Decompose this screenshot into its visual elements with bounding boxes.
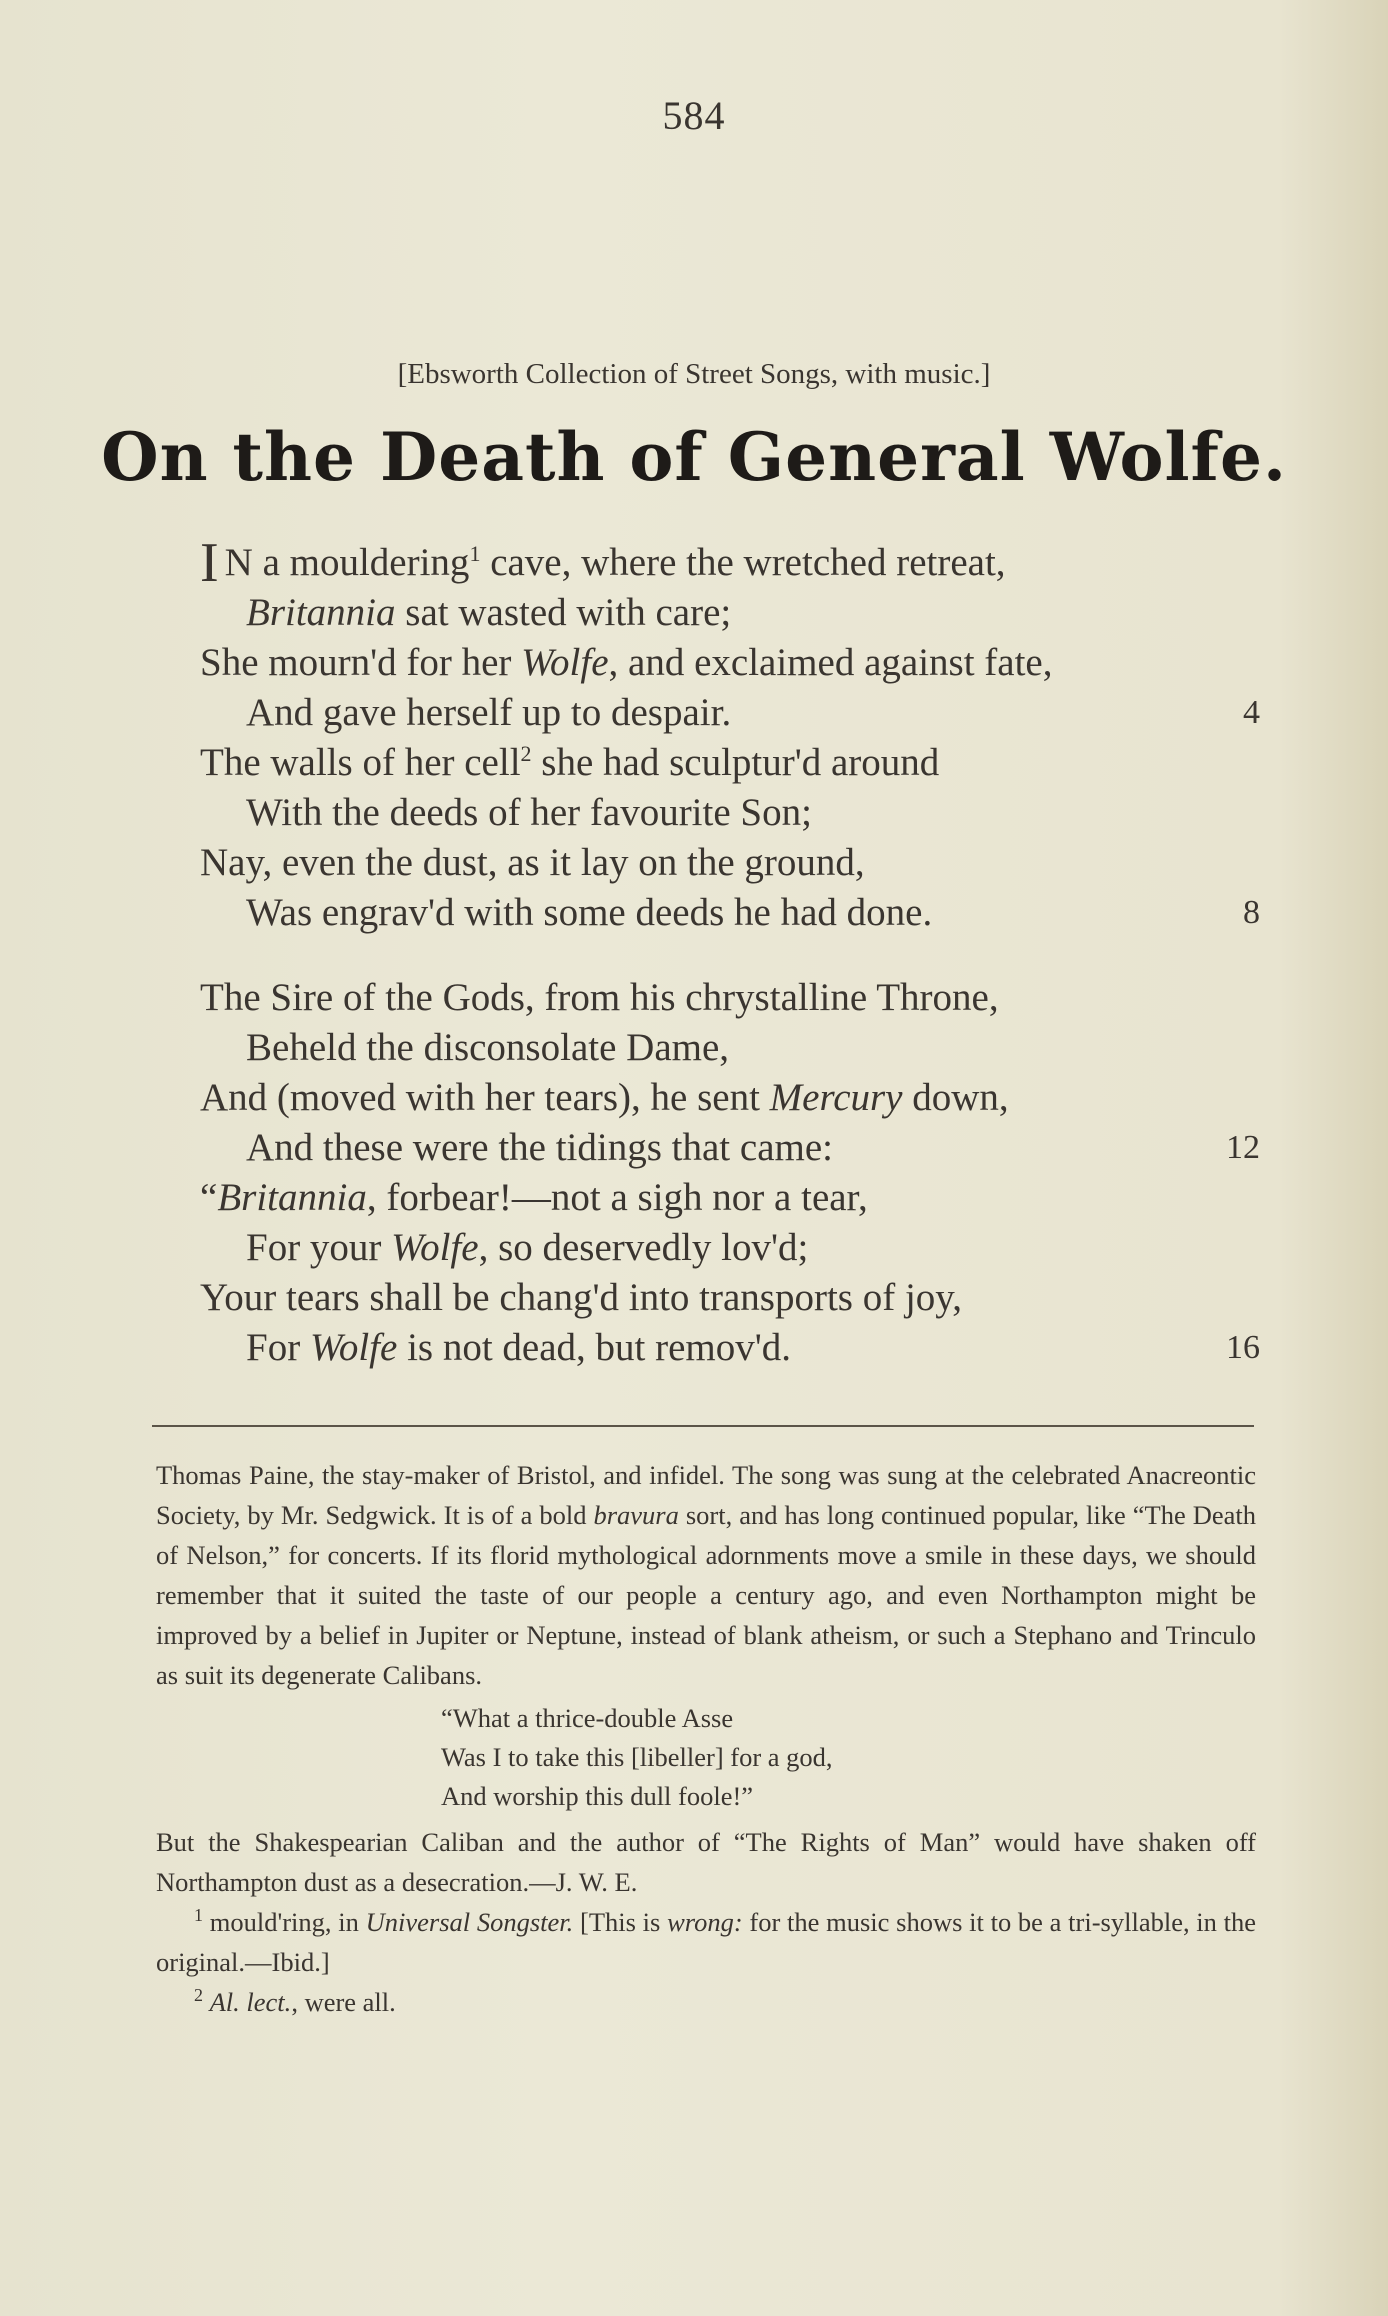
poem-line-6 — [200, 788, 1260, 838]
poem-line-11 — [200, 1073, 1260, 1123]
poem-line-2-text: sat wasted with care; — [395, 591, 732, 634]
stanza-gap — [200, 938, 1260, 973]
poem-line-16-text-b: is not dead, but remov'd. — [397, 1326, 792, 1369]
footnote-1-mark: 1 — [194, 1905, 203, 1925]
footnote-1-text-b: [This is — [573, 1907, 668, 1937]
poem-line-7 — [200, 838, 1260, 888]
quote-line-1: “What a thrice-double Asse — [441, 1703, 734, 1733]
footnote-2-text: , were all. — [291, 1987, 396, 2017]
poem-line-11-text-a: And (moved with her tears), he sent — [200, 1076, 770, 1119]
poem-line-16 — [200, 1323, 1260, 1373]
poem-line-11-text-b: down, — [902, 1076, 1009, 1119]
poem-line-2 — [200, 588, 1260, 638]
poem-line-4-text: And gave herself up to despair. — [246, 691, 732, 734]
poem-line-3-text-a: She mourn'd for her — [200, 641, 522, 684]
poem-line-12 — [200, 1123, 1260, 1173]
poem-line-8 — [200, 888, 1260, 938]
poem-line-9 — [200, 973, 1260, 1023]
poem-line-15 — [200, 1273, 1260, 1323]
poem-line-13-italic: Britannia — [217, 1176, 367, 1219]
poem-line-14-text-b: , so deservedly lov'd; — [478, 1226, 809, 1269]
page-number: 584 — [662, 93, 726, 138]
footnote-2 — [156, 1982, 1256, 2022]
poem-line-8-text: Was engrav'd with some deeds he had done. — [246, 891, 933, 934]
poem-line-4 — [200, 688, 1260, 738]
quote-line-3: And worship this dull foole!” — [441, 1781, 754, 1811]
commentary-text-a: Thomas Paine, the stay-maker of Bristol, and infidel. The song was sung at the celebrated Anacreontic Society, by Mr. Sedgwick. It is of a bold — [156, 1460, 1256, 1530]
editorial-notes — [156, 1455, 1256, 2022]
poem-line-3-text-b: , and exclaimed against fate, — [608, 641, 1053, 684]
line-number-16: 16 — [1226, 1329, 1260, 1366]
poem-line-6-text: With the deeds of her favourite Son; — [246, 791, 812, 834]
poem-line-1-text-b: cave, where the wretched retreat, — [480, 541, 1006, 584]
poem-line-14-text-a: For your — [246, 1226, 392, 1269]
drop-cap: I — [200, 532, 219, 594]
divider-rule — [152, 1425, 1254, 1427]
poem-line-11-italic: Mercury — [769, 1076, 903, 1119]
poem-line-13-text-a: “ — [200, 1176, 218, 1219]
poem-line-1 — [200, 532, 1260, 594]
commentary-closing: But the Shakespearian Caliban and the author of “The Rights of Man” would have shaken off Northampton dust as a desecration.—J. W. E. — [156, 1827, 1256, 1897]
commentary-paragraph — [156, 1455, 1256, 1695]
poem-line-13 — [200, 1173, 1260, 1223]
poem-line-1-text-a: N a mouldering — [224, 541, 470, 584]
poem-line-16-text-a: For — [246, 1326, 310, 1369]
footnote-ref-2: 2 — [520, 741, 532, 766]
commentary-text-b: sort, and has long continued popular, like “The Death of Nelson,” for concerts. If its florid mythological adornments move a smile in these days, we should remember that it suited the taste of our people a century ago, and even Northampton might be improved by a belief in Jupiter or Neptune, instead of blank atheism, or such a Stephano and Trinculo as suit its degenerate Calibans. — [156, 1500, 1256, 1690]
quote-line-2: Was I to take this [libeller] for a god, — [441, 1742, 833, 1772]
footnote-1-text-c: for the music shows it to be a tri-syllable, in the original.—Ibid.] — [156, 1907, 1257, 1977]
poem-line-3-italic: Wolfe — [521, 641, 609, 684]
poem-line-10 — [200, 1023, 1260, 1073]
footnote-2-italic: Al. lect. — [209, 1987, 292, 2017]
poem-line-14 — [200, 1223, 1260, 1273]
footnote-1-italic-b: wrong: — [667, 1907, 743, 1937]
line-number-4: 4 — [1243, 694, 1260, 731]
footnote-1-italic-a: Universal Songster. — [365, 1907, 574, 1937]
poem-line-16-italic: Wolfe — [309, 1326, 398, 1369]
block-quote — [441, 1699, 1256, 1816]
poem-line-2-italic: Britannia — [246, 591, 396, 634]
poem-line-5-text-a: The walls of her cell — [200, 741, 521, 784]
footnote-2-mark: 2 — [194, 1985, 203, 2005]
poem-line-3 — [200, 638, 1260, 688]
commentary-italic: bravura — [593, 1500, 679, 1530]
source-note: [Ebsworth Collection of Street Songs, with music.] — [397, 358, 991, 390]
poem-line-7-text: Nay, even the dust, as it lay on the ground, — [200, 841, 865, 884]
line-number-8: 8 — [1243, 894, 1260, 931]
footnote-1-text-a: mould'ring, in — [203, 1907, 366, 1937]
poem-line-5-text-b: she had sculptur'd around — [531, 741, 940, 784]
poem-line-9-text: The Sire of the Gods, from his chrystalline Throne, — [200, 976, 999, 1019]
footnote-1 — [156, 1902, 1256, 1982]
poem-line-10-text: Beheld the disconsolate Dame, — [246, 1026, 730, 1069]
poem — [200, 532, 1260, 1373]
song-title: On the Death of General Wolfe. — [101, 418, 1287, 496]
line-number-12: 12 — [1226, 1129, 1260, 1166]
poem-line-13-text-b: , forbear!—not a sigh nor a tear, — [366, 1176, 868, 1219]
poem-line-14-italic: Wolfe — [391, 1226, 479, 1269]
footnote-ref-1: 1 — [469, 541, 481, 566]
poem-line-5 — [200, 738, 1260, 788]
poem-line-12-text: And these were the tidings that came: — [246, 1126, 833, 1169]
poem-line-15-text: Your tears shall be chang'd into transports of joy, — [200, 1276, 963, 1319]
